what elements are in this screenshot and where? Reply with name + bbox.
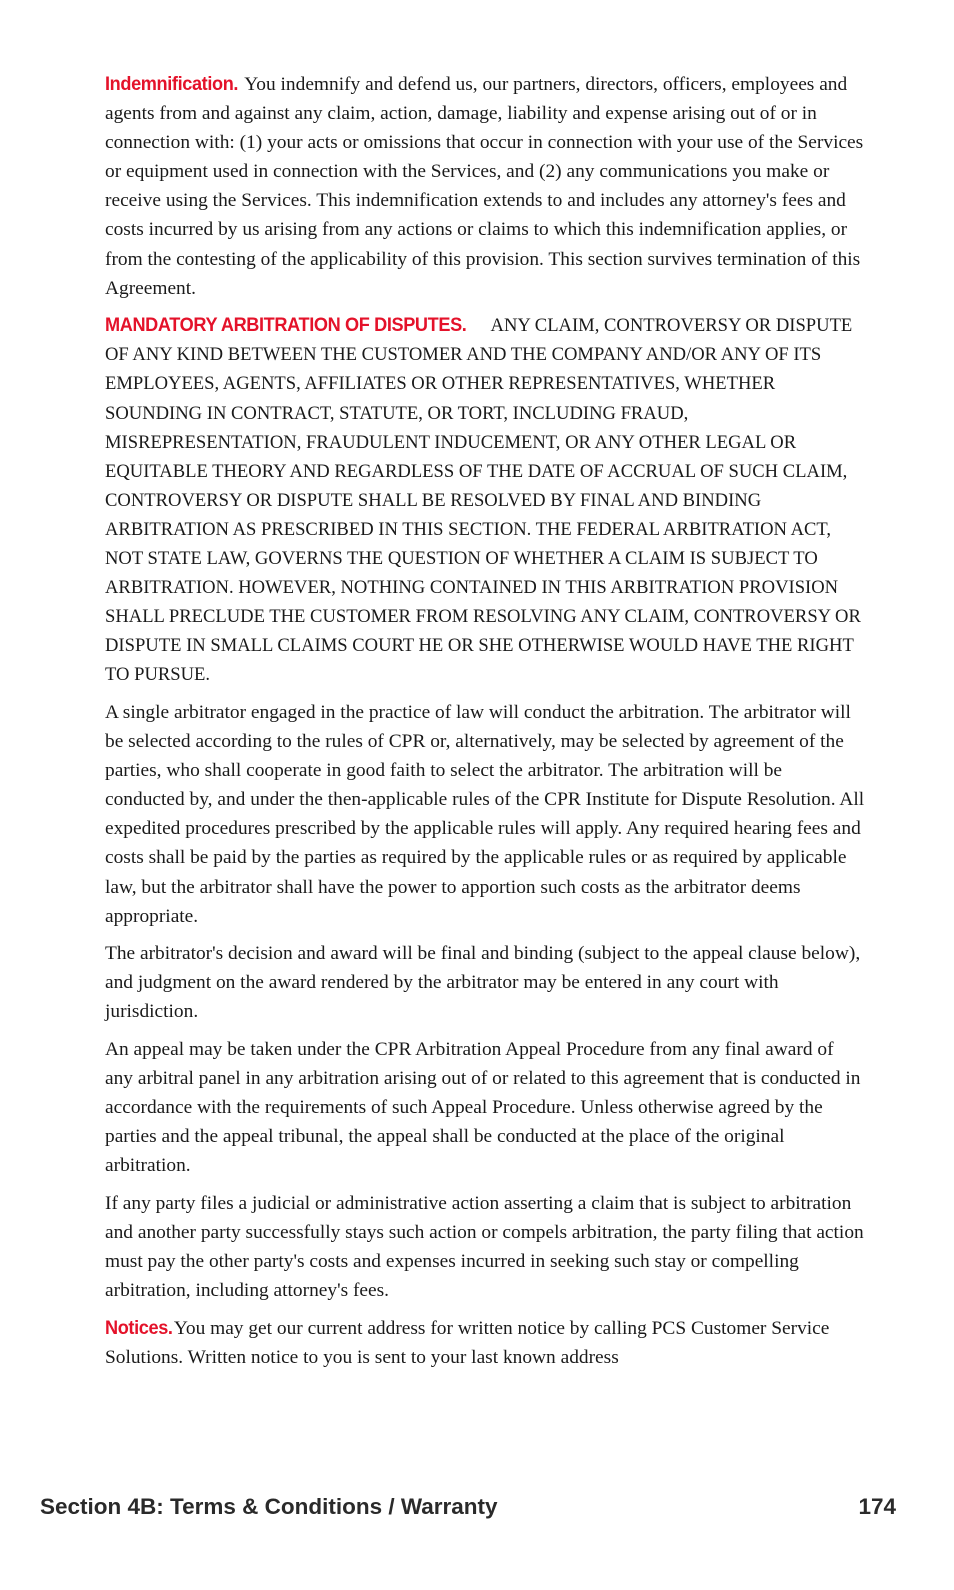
arbitration-text: ANY CLAIM, CONTROVERSY OR DISPUTE OF ANY KIND BETWEEN THE CUSTOMER AND THE COMPANY AND/OR ANY OF ITS EMPLOYEES, AGENTS, AFFILIATES OR OTHER REPRESENTATIVES, WHETHER SOUNDING IN CONTRACT, STATUTE, OR TORT, INCLUDING FRAUD, MISREPRESENTATION, FRAUDULENT INDUCEMENT, OR ANY OTHER LEGAL OR EQUITABLE THEORY AND REGARDLESS OF THE DATE OF ACCRUAL OF SUCH CLAIM, CONTROVERSY OR DISPUTE SHALL BE RESOLVED BY FINAL AND BINDING ARBITRATION AS PRESCRIBED IN THIS SECTION. THE FEDERAL ARBITRATION ACT, NOT STATE LAW, GOVERNS THE QUESTION OF WHETHER A CLAIM IS SUBJECT TO ARBITRATION. HOWEVER, NOTHING CONTAINED IN THIS ARBITRATION PROVISION SHALL PRECLUDE THE CUSTOMER FROM RESOLVING ANY CLAIM, CONTROVERSY OR DISPUTE IN SMALL CLAIMS COURT HE OR SHE OTHERWISE WOULD HAVE THE RIGHT TO PURSUE. <box>105 315 861 686</box>
arbitrator-paragraph: A single arbitrator engaged in the practice of law will conduct the arbitration. The arbitrator will be selected according to the rules of CPR or, alternatively, may be selected by agreement of the parties, who shall cooperate in good faith to select the arbitrator. The arbitration will be conducted by, and under the then-applicable rules of the CPR Institute for Dispute Resolution. All expedited procedures prescribed by the applicable rules will apply. Any required hearing fees and costs shall be paid by the parties as required by the applicable rules or as required by applicable law, but the arbitrator shall have the power to apportion such costs as the arbitrator deems appropriate. <box>105 701 865 927</box>
decision-paragraph: The arbitrator's decision and award will be final and binding (subject to the appeal clause below), and judgment on the award rendered by the arbitrator may be entered in any court with jurisdiction. <box>105 943 861 1023</box>
appeal-paragraph: An appeal may be taken under the CPR Arbitration Appeal Procedure from any final award of any arbitral panel in any arbitration arising out of or related to this agreement that is conducted in accordance with the requirements of such Appeal Procedure. Unless otherwise agreed by the parties and the appeal tribunal, the appeal shall be conducted at the place of the original arbitration. <box>105 1039 861 1177</box>
page-content <box>105 70 865 1381</box>
arbitration-paragraph <box>105 311 865 689</box>
indemnification-paragraph <box>105 70 865 303</box>
notices-text: You may get our current address for written notice by calling PCS Customer Service Solutions. Written notice to you is sent to your last known address <box>105 1317 830 1368</box>
notices-heading: Notices. <box>105 1316 173 1339</box>
page-number: 174 <box>858 1494 896 1519</box>
indemnification-text: You indemnify and defend us, our partners, directors, officers, employees and agents from and against any claim, action, damage, liability and expense arising out of or in connection with: (1) your acts or omissions that occur in connection with your use of the Services or equipment used in connection with the Services, and (2) any communications you make or receive using the Services. This indemnification extends to and includes any attorney's fees and costs incurred by us arising from any actions or claims to which this indemnification applies, or from the contesting of the applicability of this provision. This section survives termination of this Agreement. <box>105 74 864 299</box>
judicial-action-paragraph: If any party files a judicial or administrative action asserting a claim that is subject to arbitration and another party successfully stays such action or compels arbitration, the party filing that action must pay the other party's costs and expenses incurred in seeking such stay or compelling arbitration, including attorney's fees. <box>105 1192 864 1302</box>
arbitration-heading: MANDATORY ARBITRATION OF DISPUTES. <box>105 314 467 337</box>
footer-section-title: Section 4B: Terms & Conditions / Warranty <box>40 1494 498 1519</box>
notices-paragraph <box>105 1314 865 1372</box>
indemnification-heading: Indemnification. <box>105 73 239 95</box>
page-footer <box>40 1494 896 1520</box>
